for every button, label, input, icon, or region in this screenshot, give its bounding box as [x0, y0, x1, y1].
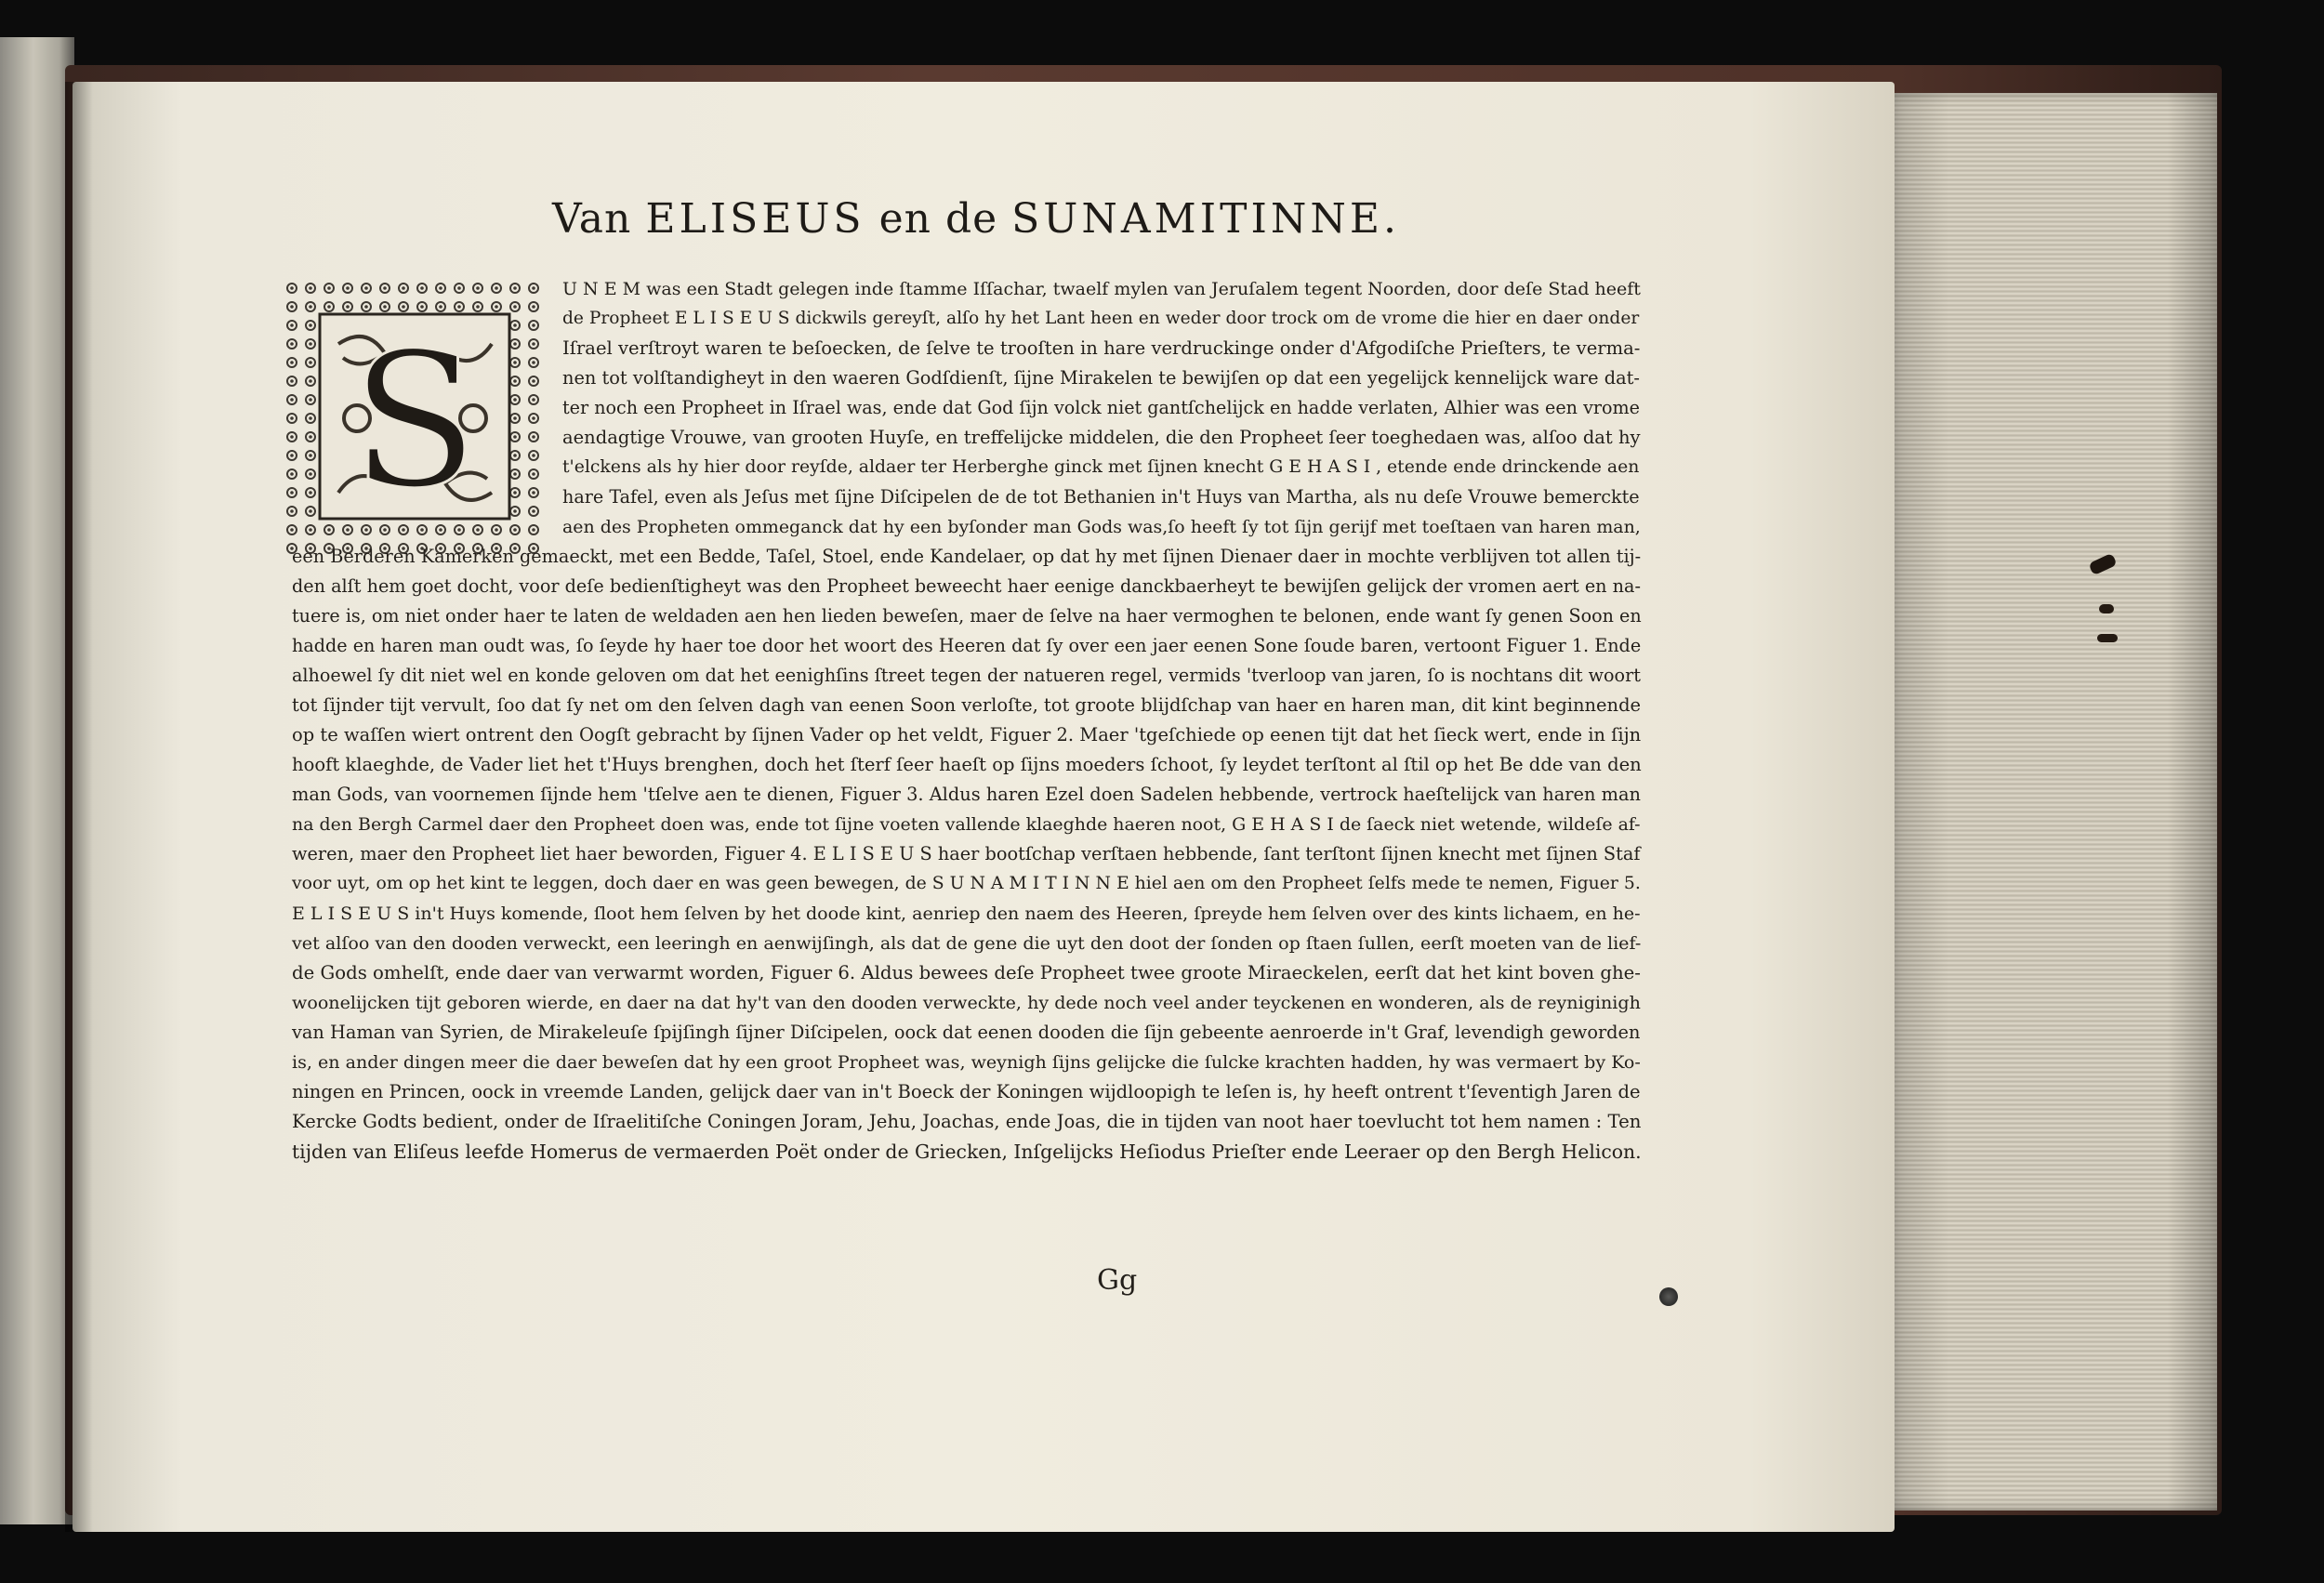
text-line: vet alſoo van den dooden verweckt, een leeringh en aenwijſingh, als dat de gene die uyt den doot der ſonden op ſtaen ſullen, eerſt moeten van de lief- — [292, 932, 1642, 954]
text-line: op te waſſen wiert ontrent den Oogſt gebracht by ſijnen Vader op het veldt, Figuer 2. Maer 'tgeſchiede op eenen tijt dat het ſieck wert, ende in ſijn — [292, 724, 1642, 745]
text-line: van Haman van Syrien, de Mirakeleuſe ſpijſingh ſijner Diſcipelen, oock dat eenen dooden die ſijn gebeente aenroerde in't Graf, levendigh geworden — [292, 1022, 1641, 1043]
text-line: E L I S E U S in't Huys komende, ſloot hem ſelven by het doode kint, aenriep den naem des Heeren, ſpreyde hem ſelven over des kints lichaem, en he- — [292, 904, 1641, 924]
text-line: tijden van Eliſeus leefde Homerus de vermaerden Poët onder de Griecken, Inſgelijcks Heſiodus Prieſter ende Leeraer op den Bergh Helicon. — [292, 1141, 1642, 1163]
text-line: aen des Propheten ommeganck dat hy een byſonder man Gods was,ſo heeft ſy tot ſijn gerijf met toeſtaen van haren man, — [562, 517, 1641, 537]
text-line: t'elckens als hy hier door reyſde, aldaer ter Herberghe ginck met ſijnen knecht G E H A S I , etende ende drinckende aen — [562, 457, 1640, 477]
text-line: woonelijcken tijt geboren wierde, en daer na dat hy't van den dooden verweckte, hy dede noch veel ander teyckenen en wonderen, als de reyniginigh — [292, 992, 1641, 1013]
title-name: ELISEUS — [645, 195, 865, 243]
signature-mark: Gg — [1097, 1264, 1138, 1297]
text-line: hadde en haren man oudt was, ſo ſeyde hy haer toe door het woort des Heeren dat ſy over een jaer eenen Sone ſoude baren, vertoont Figuer 1. Ende — [292, 635, 1642, 656]
text-line: tuere is, om niet onder haer te laten de weldaden aen hen lieden beweſen, maer de ſelve na haer vermoghen te belonen, ende want ſy genen Soon en — [292, 605, 1642, 627]
text-line: nen tot volſtandigheyt in den waeren Godſdienſt, ſijne Mirakelen te bewijſen op dat een yegelijck kennelijck ware dat- — [562, 367, 1640, 389]
text-line: hare Tafel, even als Jeſus met ſijne Diſcipelen de de tot Bethanien in't Huys van Martha, als nu deſe Vrouwe bemerckte — [562, 486, 1640, 508]
text-line: weren, maer den Propheet liet haer beworden, Figuer 4. E L I S E U S haer bootſchap verſtaen hebbende, ſant terſtont ſijnen knecht met ſijnen Staf — [292, 843, 1641, 864]
text-line: de Gods omhelſt, ende daer van verwarmt worden, Figuer 6. Aldus bewees deſe Propheet twee groote Miraeckelen, eerſt dat het kint boven ghe- — [292, 962, 1641, 983]
text-line: U N E M was een Stadt gelegen inde ſtamme Iſſachar, twaelf mylen van Jeruſalem tegent Noorden, door deſe Stad heeft — [562, 279, 1641, 299]
text-line: een Berderen Kamerken gemaeckt, met een Bedde, Taſel, Stoel, ende Kandelaer, op dat hy met ſijnen Dienaer daer in mochte verblijven tot allen tij- — [292, 546, 1642, 567]
title-name2: SUNAMITINNE. — [1011, 195, 1400, 243]
title-pre: Van — [552, 195, 632, 243]
initial-letter: S — [350, 313, 479, 530]
text-line: hooft klaeghde, de Vader liet het t'Huys brenghen, doch het ſterf ſeer haeſt op ſijns moeders ſchoot, ſy leydet terſtont al ſtil op het Be dde van den — [292, 754, 1642, 775]
text-line: aendagtige Vrouwe, van grooten Huyſe, en treffelijcke middelen, die den Propheet ſeer toeghedaen was, alſoo dat hy — [562, 427, 1641, 448]
ink-spot — [1659, 1287, 1678, 1306]
text-line: de Propheet E L I S E U S dickwils gereyſt, alſo hy het Lant heen en weder door trock om de vrome die hier en daer onder — [562, 309, 1640, 328]
text-line: voor uyt, om op het kint te leggen, doch daer en was geen bewegen, de S U N A M I T I N N E hiel aen om den Propheet ſelfs mede te nemen, Figuer 5. — [292, 874, 1641, 893]
title-mid: en de — [878, 195, 998, 243]
text-line: ningen en Princen, oock in vreemde Landen, gelijck daer van in't Boeck der Koningen wijdloopigh te leſen is, hy heeft ontrent t'ſeventigh Jaren de — [292, 1081, 1641, 1102]
page-stain — [2097, 634, 2118, 642]
text-line: Iſrael verſtroyt waren te beſoecken, de ſelve te trooſten in hare verdruckinge onder d'Afgodiſche Prieſters, te verma- — [562, 337, 1641, 359]
text-line: ter noch een Propheet in Iſrael was, ende dat God ſijn volck niet gantſchelijck en hadde verlaten, Alhier was een vrome — [562, 397, 1640, 418]
text-line: Kercke Godts bedient, onder de Iſraelitiſche Coningen Joram, Jehu, Joachas, ende Joas, die in tijden van noot haer toevlucht tot hem namen : Ten — [292, 1111, 1642, 1132]
text-line: tot ſijnder tijt vervult, ſoo dat ſy net om den ſelven dagh van eenen Soon verloſte, tot groote blijdſchap van haer en haren man, dit kint beginnende — [292, 694, 1642, 716]
text-line: na den Bergh Carmel daer den Propheet doen was, ende tot ſijne voeten vallende klaeghde haeren noot, G E H A S I de ſaeck niet wetende, wildeſe af- — [292, 814, 1641, 835]
page-stain — [2099, 604, 2114, 613]
text-line: man Gods, van voornemen ſijnde hem 'tſelve aen te dienen, Figuer 3. Aldus haren Ezel doen Sadelen hebbende, vertrock haeſtelijck van haren man — [292, 784, 1641, 805]
text-line: is, en ander dingen meer die daer beweſen dat hy een groot Propheet was, weynigh ſijns gelijcke die ſulcke krachten hadden, hy was vermaert by Ko- — [292, 1052, 1641, 1073]
text-line: alhoewel ſy dit niet wel en konde geloven om dat het eenighſins ſtreet tegen der natueren regel, vermids 'tverloop van jaren, ſo is nochtans dit woort — [292, 665, 1641, 686]
text-line: den alſt hem goet docht, voor deſe bedienſtigheyt was den Propheet beweecht haer eenige danckbaerheyt te bewijſen gelijck der vromen aert en na- — [292, 575, 1641, 597]
